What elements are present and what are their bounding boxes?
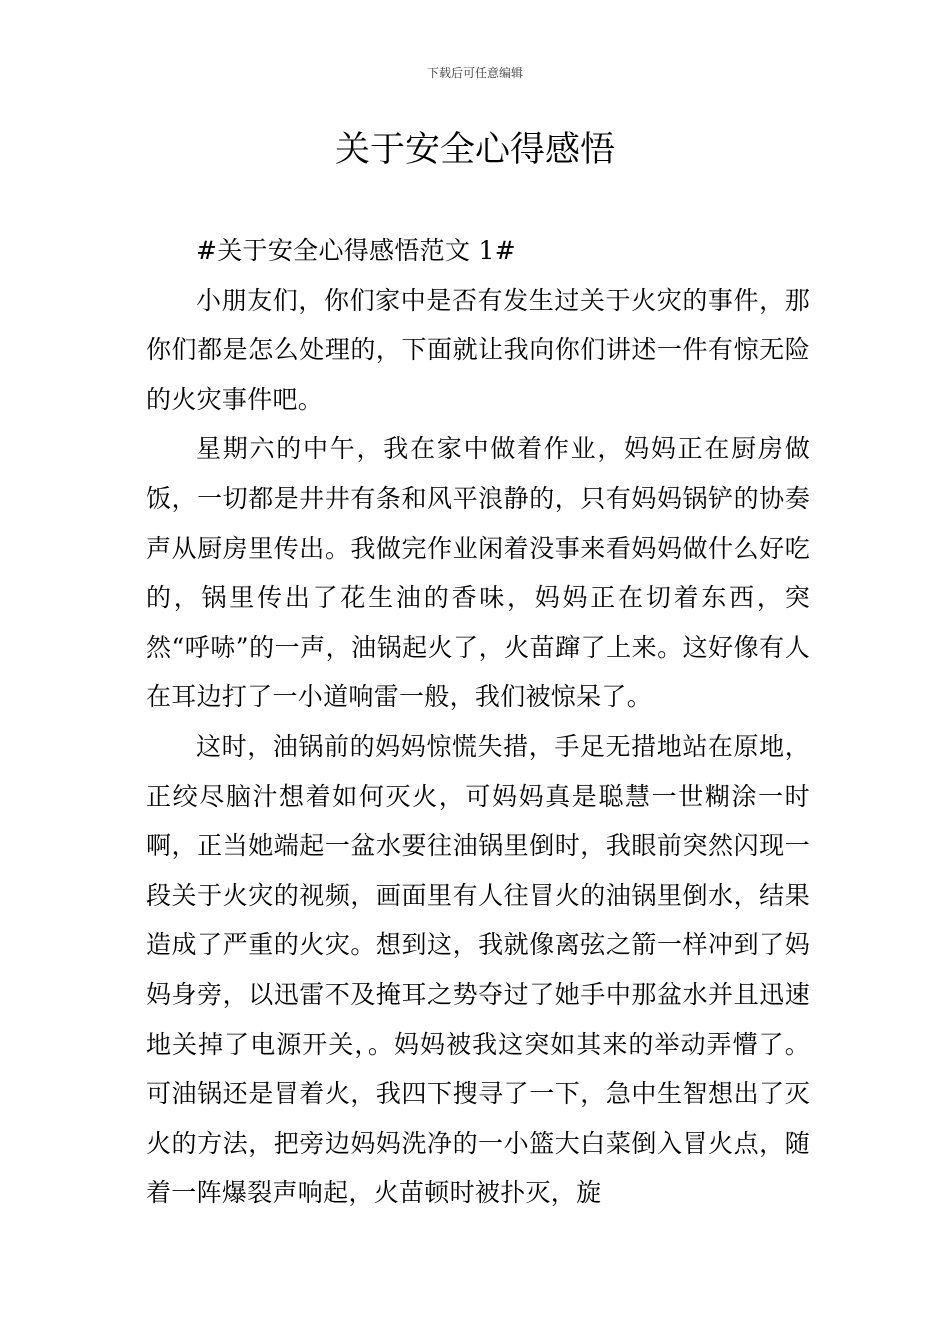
paragraph-1: 小朋友们，你们家中是否有发生过关于火灾的事件，那你们都是怎么处理的，下面就让我向你们讲述一件有惊无险的火灾事件吧。 — [146, 285, 810, 414]
paragraph-2: 星期六的中午，我在家中做着作业，妈妈正在厨房做饭，一切都是井井有条和风平浪静的，只有妈妈锅铲的协奏声从厨房里传出。我做完作业闲着没事来看妈妈做什么好吃的，锅里传出了花生油的香味，妈妈正在切着东西，突然“呼哧”的一声，油锅起火了，火苗蹿了上来。这好像有人在耳边打了一小道响雷一般，我们被惊呆了。 — [146, 434, 810, 712]
header-note: 下载后可任意编辑 — [426, 66, 523, 80]
paragraph-3: 这时，油锅前的妈妈惊慌失措，手足无措地站在原地，正绞尽脑汁想着如何灭火，可妈妈真是聪慧一世糊涂一时啊，正当她端起一盆水要往油锅里倒时，我眼前突然闪现一段关于火灾的视频，画面里有人往冒火的油锅里倒水，结果造成了严重的火灾。想到这，我就像离弦之箭一样冲到了妈妈身旁，以迅雷不及掩耳之势夺过了她手中那盆水并且迅速地关掉了电源开关，。妈妈被我这突如其来的举动弄懵了。可油锅还是冒着火，我四下搜寻了一下，急中生智想出了灭火的方法，把旁边妈妈洗净的一小篮大白菜倒入冒火点，随着一阵爆裂声响起，火苗顿时被扑灭，旋 — [146, 731, 810, 1208]
document-body — [146, 226, 810, 1218]
document-title: 关于安全心得感悟 — [334, 130, 615, 170]
section-heading: #关于安全心得感悟范文 1# — [196, 236, 516, 265]
